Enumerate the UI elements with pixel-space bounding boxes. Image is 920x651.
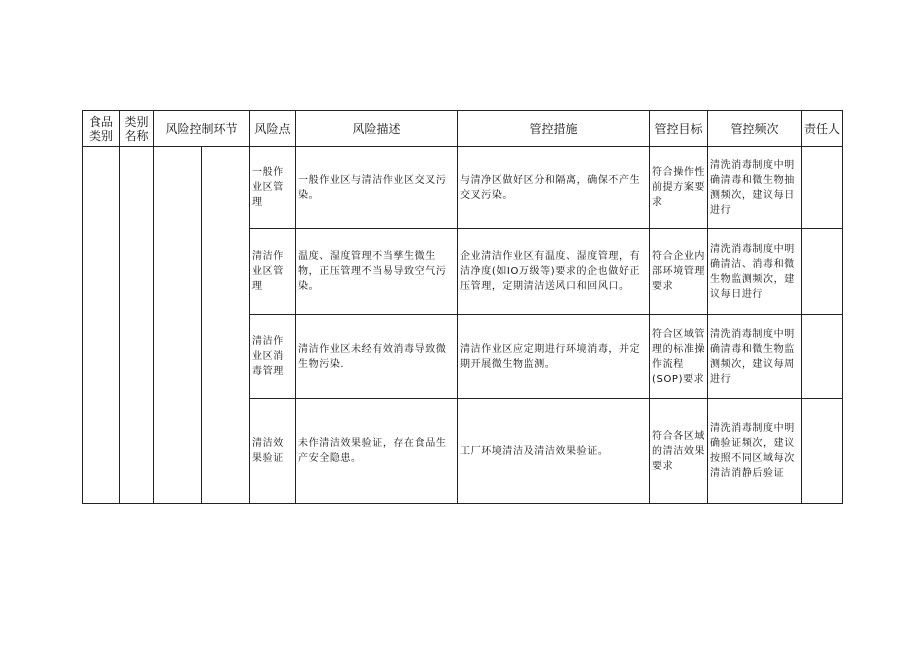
header-category-name: [120, 111, 154, 147]
risk-control-cell-a: [154, 147, 202, 504]
risk-description-cell: 清洁作业区未经有效消毒导致微生物污染.: [296, 315, 458, 399]
risk-point-cell: 一般作业区管理: [250, 147, 296, 229]
table-header-row: [83, 111, 843, 147]
header-responsible: 责任人: [802, 111, 843, 147]
control-goal-cell: 符合各区域的清洁效果要求: [650, 399, 708, 504]
table-row: [83, 147, 843, 229]
control-frequency-cell: 清洗消毒制度中明确清洁、消毒和微生物监测频次，建议每日进行: [708, 229, 802, 315]
header-food-category-line2: 类别: [88, 128, 113, 143]
control-goal-cell: 符合企业内部环境管理要求: [650, 229, 708, 315]
category-name-cell: [120, 147, 154, 504]
control-goal-cell: 符合操作性前提方案要求: [650, 147, 708, 229]
header-risk-point: 风险点: [250, 111, 296, 147]
food-category-cell: [83, 147, 120, 504]
header-food-category-line1: 食品: [88, 114, 113, 129]
control-measures-cell: 企业清洁作业区有温度、湿度管理，有洁净度(如IO万级等)要求的企也做好正压管理，定期清洁送风口和回风口。: [458, 229, 650, 315]
control-frequency-cell: 清洗消毒制度中明确清毒和微生物抽测频次，建议每日进行: [708, 147, 802, 229]
control-measures-cell: 与清净区做好区分和隔离，确保不产生交叉污染。: [458, 147, 650, 229]
header-control-measures: 管控措施: [458, 111, 650, 147]
control-frequency-cell: 清洗消毒制度中明确清毒和微生物监测频次，建议每周进行: [708, 315, 802, 399]
header-category-name-line1: 类别: [124, 114, 149, 129]
risk-point-cell: 清洁作业区管理: [250, 229, 296, 315]
header-control-frequency: 管控频次: [708, 111, 802, 147]
risk-control-table: [82, 110, 843, 504]
risk-point-cell: 清洁效果验证: [250, 399, 296, 504]
header-control-goal: 管控目标: [650, 111, 708, 147]
responsible-cell: [802, 315, 843, 399]
header-category-name-line2: 名称: [124, 128, 149, 143]
header-risk-description: 风险描述: [296, 111, 458, 147]
control-frequency-cell: 清洗消毒制度中明确验证频次，建议按照不同区域每次清洁消静后验证: [708, 399, 802, 504]
risk-description-cell: 未作清洁效果验证，存在食品生产安全隐患。: [296, 399, 458, 504]
header-risk-control: 风险控制环节: [154, 111, 250, 147]
control-measures-cell: 清洁作业区应定期进行环境消毒，并定期开展微生物监测。: [458, 315, 650, 399]
responsible-cell: [802, 399, 843, 504]
risk-description-cell: 温度、湿度管理不当孳生微生物，正压管理不当易导致空气污染。: [296, 229, 458, 315]
control-goal-cell: 符合区域管理的标准操作流程(SOP)要求: [650, 315, 708, 399]
responsible-cell: [802, 147, 843, 229]
header-food-category: [83, 111, 120, 147]
responsible-cell: [802, 229, 843, 315]
risk-point-cell: 清洁作业区消毒管理: [250, 315, 296, 399]
risk-control-cell-b: [202, 147, 250, 504]
control-measures-cell: 工厂环境清洁及清洁效果验证。: [458, 399, 650, 504]
risk-description-cell: 一般作业区与清洁作业区交叉污染。: [296, 147, 458, 229]
